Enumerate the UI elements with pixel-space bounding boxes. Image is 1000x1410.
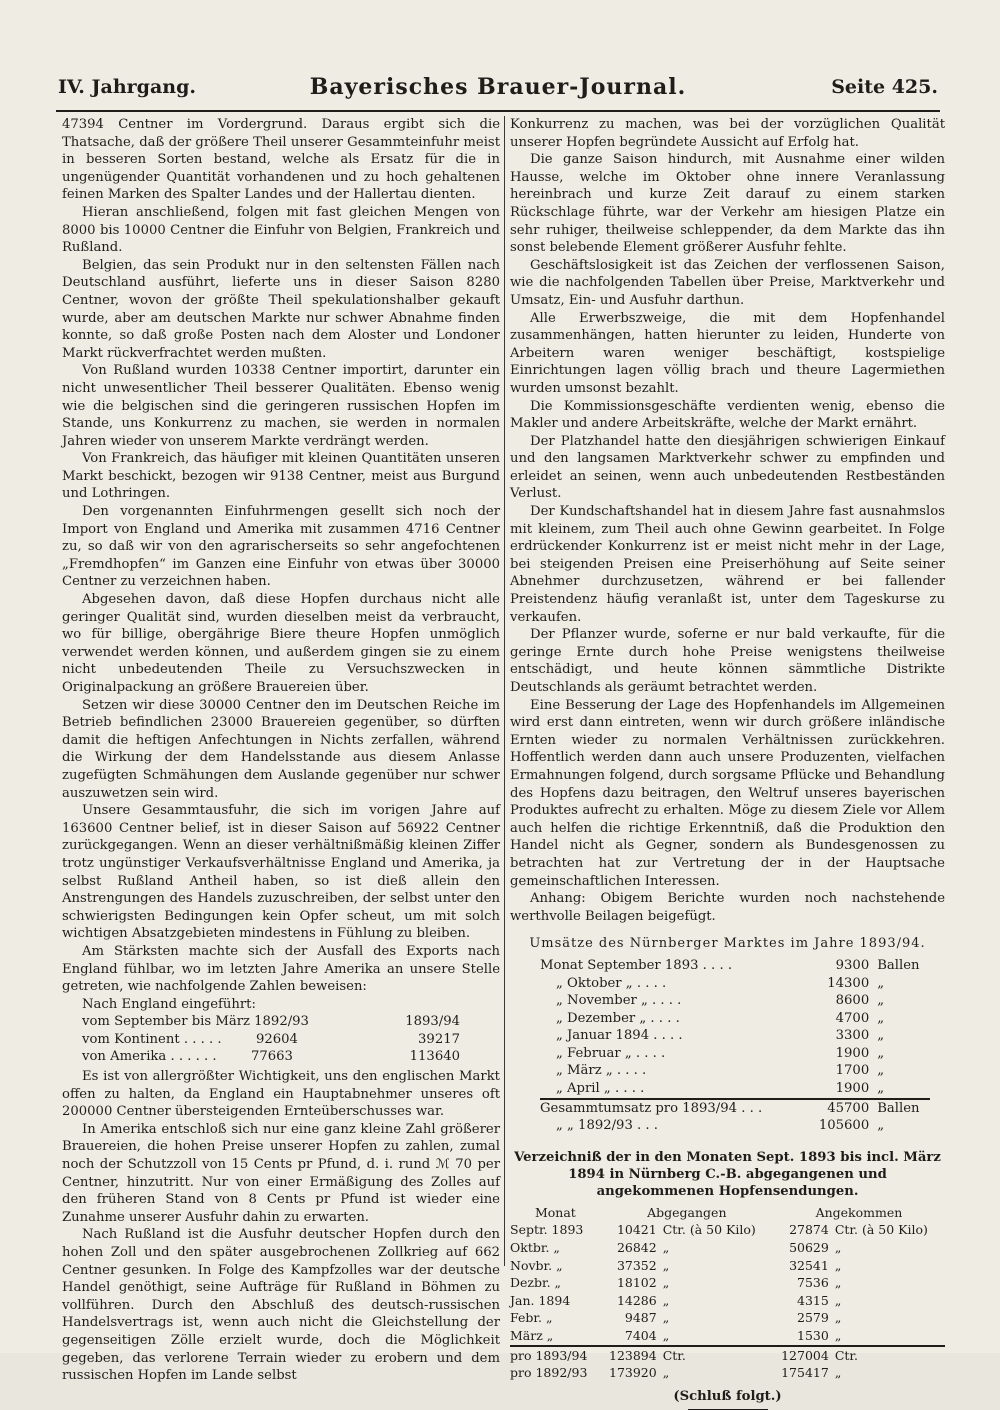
table-row xyxy=(510,1292,945,1310)
paragraph: Am Stärksten machte sich der Ausfall des Exports nach England fühlbar, wo im letzten Jahre Amerika an unsere Stelle getreten, wie nachfolgende Zahlen beweisen: xyxy=(62,943,500,995)
row-value: 92604 xyxy=(255,1031,298,1047)
row-out: 37352 xyxy=(616,1257,657,1273)
row-in-unit: Ctr. (à 50 Kilo) xyxy=(834,1222,928,1238)
row-label: Monat September 1893 . . . . xyxy=(540,957,733,973)
paragraph: Belgien, das sein Produkt nur in den seltensten Fällen nach Deutschland ausführt, lieferte uns in dieser Saison 8280 Centner, wovon der größte Theil spekulationshalber gekauft wurde, aber am deutschen Markte nur schwer Abnahme finden konnte, so daß große Posten nach dem Aloster und Londoner Markt rückverfrachtet werden mußten. xyxy=(62,257,500,361)
row-in-unit: Ctr. xyxy=(829,1346,945,1365)
table-header: 1893/94 xyxy=(405,1014,460,1030)
table-row xyxy=(540,1027,930,1045)
row-in-unit: „ xyxy=(834,1240,842,1256)
table-total-row xyxy=(510,1364,945,1382)
table-row xyxy=(510,1221,945,1239)
row-label: „ Januar 1894 . . . . xyxy=(556,1028,683,1044)
row-out-unit: „ xyxy=(662,1292,670,1308)
row-unit: „ xyxy=(877,975,885,991)
row-in: 27874 xyxy=(789,1222,829,1238)
table-header-row xyxy=(62,1013,500,1031)
column-divider xyxy=(504,116,505,1266)
paragraph: Der Platzhandel hatte den diesjährigen schwierigen Einkauf und den langsamen Marktverkehr schwer zu empfinden und erleidet an seinen, wenn auch unbedeutenden Restbeständen Verlust. xyxy=(510,433,945,502)
row-out-unit: „ xyxy=(662,1240,670,1256)
table-row xyxy=(62,1031,500,1049)
england-import-table xyxy=(62,1013,500,1066)
paragraph: Der Pflanzer wurde, soferne er nur bald verkaufte, für die geringe Ernte durch hohe Preise wenigstens theilweise entschädigt, und heute können sämmtliche Distrikte Deutschlands als geräumt betrachtet werden. xyxy=(510,627,945,695)
row-out-unit: „ xyxy=(662,1365,670,1381)
row-month: Septr. 1893 xyxy=(510,1222,584,1238)
left-column xyxy=(62,116,500,1385)
table-row xyxy=(540,1010,930,1028)
page-number: Seite 425. xyxy=(831,76,938,98)
row-label: „ Februar „ . . . . xyxy=(556,1045,666,1061)
table-row xyxy=(540,957,930,975)
table-header: vom September bis März 1892/93 xyxy=(82,1014,309,1030)
row-value: 1900 xyxy=(835,1081,870,1097)
row-out-unit: „ xyxy=(662,1275,670,1291)
paragraph: Die ganze Saison hindurch, mit Ausnahme einer wilden Hausse, welche im Oktober ohne innere Veranlassung hereinbrach und kurze Zeit darauf zu einem starken Rückschlage führte, war der Verkehr am hiesigen Platze ein sehr ruhiger, theilweise schleppender, da dem Markte das ihn sonst belebende Element größerer Ausfuhr fehlte. xyxy=(510,152,945,256)
row-out-unit: „ xyxy=(662,1328,670,1343)
row-out-unit: Ctr. xyxy=(657,1346,773,1365)
volume-label: IV. Jahrgang. xyxy=(58,76,196,98)
table-row xyxy=(540,1080,930,1099)
table-row xyxy=(510,1327,945,1346)
row-in-unit: „ xyxy=(834,1310,842,1326)
row-value: 77663 xyxy=(251,1049,293,1065)
row-in: 1530 xyxy=(797,1328,829,1343)
row-out-unit: Ctr. (à 50 Kilo) xyxy=(662,1222,756,1238)
table-row xyxy=(62,1048,500,1066)
table-row xyxy=(540,1045,930,1063)
table-header-row xyxy=(510,1204,945,1222)
row-month: Jan. 1894 xyxy=(510,1292,571,1308)
row-out: 14286 xyxy=(616,1292,657,1308)
table-header: Abgegangen xyxy=(647,1204,727,1220)
table-total-row xyxy=(540,1099,930,1118)
closing-note: (Schluß folgt.) xyxy=(673,1388,782,1404)
paragraph: Geschäftslosigkeit ist das Zeichen der verflossenen Saison, wie die nachfolgenden Tabellen über Preise, Marktverkehr und Umsatz, Ein- und Ausfuhr darthun. xyxy=(510,257,945,308)
row-unit: „ xyxy=(877,1063,885,1079)
sendungen-table xyxy=(510,1204,945,1382)
paragraph: Nach Rußland ist die Ausfuhr deutscher Hopfen durch den hohen Zoll und den später ausgebrochenen Zollkrieg auf 662 Centner gesunken. In Folge des Kampfzolles war der deutsche Handel genöthigt, seine Aufträge für Rußland in Böhmen zu vollführen. Durch den Abschluß des deutsch-russischen Handelsvertrags ist, wenn auch nicht die Gleichstellung der gegenseitigen Zölle erzielt wurde, doch die Möglichkeit gegeben, das verlorene Terrain wieder zu erobern und dem russischen Hopfen im Lande selbst xyxy=(62,1227,500,1384)
row-in-unit: „ xyxy=(834,1275,842,1291)
row-in-unit: „ xyxy=(834,1292,842,1308)
row-label: „ November „ . . . . xyxy=(556,993,682,1009)
header-rule xyxy=(56,110,940,112)
row-unit: „ xyxy=(877,1045,885,1061)
row-value: 45700 xyxy=(808,1099,869,1118)
table-cell xyxy=(62,1031,378,1049)
journal-title: Bayerisches Brauer-Journal. xyxy=(309,74,687,100)
row-in: 50629 xyxy=(789,1240,829,1256)
paragraph: Alle Erwerbszweige, die mit dem Hopfenhandel zusammenhängen, hatten hierunter zu leiden, Hunderte von Arbeitern waren weniger beschäftigt, kostspielige Einrichtungen lagen völlig brach und theure Lagermiethen wurden umsonst bezahlt. xyxy=(510,310,945,396)
sendungen-table-title: Verzeichniß der in den Monaten Sept. 1893 bis incl. März 1894 in Nürnberg C.-B. abgegangenen und angekommenen Hopfensendungen. xyxy=(514,1149,941,1199)
paragraph: Eine Besserung der Lage des Hopfenhandels im Allgemeinen wird erst dann eintreten, wenn wir durch größere inländische Ernten wieder zu normalen Verhältnissen zurückkehren. Hoffentlich werden dann auch unsere Produzenten, vielfachen Ermahnungen folgend, durch sorgsame Pflücke und Behandlung des Hopfens dazu beitragen, den Weltruf unseres bayerischen Produktes aufrecht zu erhalten. Möge zu diesem Ziele vor Allem auch helfen die richtige Erkenntniß, daß die Produktion den Handel nicht als Gegner, sondern als Bundesgenossen zu betrachten hat zur Vertretung der in der Hauptsache gemeinschaftlichen Interessen. xyxy=(510,697,945,889)
row-value: 1900 xyxy=(835,1045,870,1061)
row-value: 3300 xyxy=(835,1028,870,1044)
row-month: Dezbr. „ xyxy=(510,1275,562,1291)
row-out: 173920 xyxy=(609,1365,657,1381)
row-value: 4700 xyxy=(835,1010,870,1026)
row-label: von Amerika . . . . . . xyxy=(82,1049,217,1065)
paragraph: Abgesehen davon, daß diese Hopfen durchaus nicht alle geringer Qualität sind, wurden dieselben meist da verbraucht, wo für billige, obergährige Biere theure Hopfen unmöglich verwendet werden können, und außerdem gingen sie zu einem nicht unbedeutenden Theile zu Versuchszwecken in Originalpackung an größere Brauereien über. xyxy=(62,592,500,695)
row-out: 26842 xyxy=(616,1240,657,1256)
row-in-unit: „ xyxy=(834,1257,842,1273)
row-label: „ Oktober „ . . . . xyxy=(556,975,667,991)
row-label: „ März „ . . . . xyxy=(556,1063,647,1079)
paragraph: Nach England eingeführt: xyxy=(82,996,256,1012)
row-in-unit: „ xyxy=(834,1365,842,1381)
row-label: Gesammtumsatz pro 1893/94 . . . xyxy=(540,1099,808,1118)
row-month: pro 1893/94 xyxy=(510,1346,601,1365)
paragraph: Den vorgenannten Einfuhrmengen gesellt sich noch der Import von England und Amerika mit zusammen 4716 Centner zu, so daß wir von den agrarischerseits so sehr angefochtenen „Fremdhopfen“ im Ganzen eine Einfuhr von etwas über 30000 Centner zu verzeichnen haben. xyxy=(62,504,500,590)
row-in: 4315 xyxy=(797,1292,829,1308)
table-total-row xyxy=(540,1117,930,1135)
row-unit: „ xyxy=(877,993,885,1009)
row-value: 105600 xyxy=(818,1118,870,1134)
row-value: 1700 xyxy=(835,1063,870,1079)
row-unit: Ballen xyxy=(869,1099,930,1118)
table-row xyxy=(540,992,930,1010)
paragraph: Setzen wir diese 30000 Centner den im Deutschen Reiche im Betrieb befindlichen 23000 Brauereien gegenüber, so dürften damit die heftigen Anfechtungen in Nichts zerfallen, während die Wirkung der dem Handelsstande aus diesem Anlasse zugefügten Schmähungen dem Auslande gegenüber nur schwer auszuwetzen sein wird. xyxy=(62,697,500,801)
row-unit: „ xyxy=(877,1118,885,1134)
row-out: 7404 xyxy=(624,1328,657,1343)
row-out-unit: „ xyxy=(662,1310,670,1326)
row-label: „ „ 1892/93 . . . xyxy=(556,1118,658,1134)
row-in: 175417 xyxy=(781,1365,829,1381)
row-unit: „ xyxy=(877,1081,885,1097)
row-label: „ Dezember „ . . . . xyxy=(556,1010,680,1026)
page-header xyxy=(58,76,938,106)
row-in: 127004 xyxy=(773,1346,829,1365)
row-label: vom Kontinent . . . . . xyxy=(82,1031,222,1047)
row-out-unit: „ xyxy=(662,1257,670,1273)
row-unit: „ xyxy=(877,1028,885,1044)
row-value: 14300 xyxy=(827,975,870,991)
paragraph: In Amerika entschloß sich nur eine ganz kleine Zahl größerer Brauereien, die hohen Preise unserer Hopfen zu zahlen, zumal noch der Schutzzoll von 15 Cents pr Pfund, d. i. rund ℳ 70 per Centner, hinzutritt. Nur von einer Ermäßigung des Zolles auf den früheren Stand von 8 Cents pr Pfund ist wieder eine Zunahme unserer Ausfuhr dahin zu erwarten. xyxy=(62,1121,500,1225)
row-label: „ April „ . . . . xyxy=(556,1081,645,1097)
row-unit: „ xyxy=(877,1010,885,1026)
table-cell xyxy=(62,1048,378,1066)
paragraph: 47394 Centner im Vordergrund. Daraus ergibt sich die Thatsache, daß der größere Theil unserer Gesammteinfuhr meist in besseren Sorten bestand, welche als Ersatz für die in ungenügender Quantität vorhandenen und zu hoch gehaltenen feinen Marken des Spalter Landes und der Hallertau dienten. xyxy=(62,117,500,203)
paragraph: Unsere Gesammtausfuhr, die sich im vorigen Jahre auf 163600 Centner belief, ist in dieser Saison auf 56922 Centner zurückgegangen. Wenn an dieser verhältnißmäßig kleinen Ziffer trotz ungünstiger Verkaufsverhältnisse England und Amerika, ja selbst Rußland Antheil haben, so ist dieß allein den Anstrengungen des Handels zuzuschreiben, der selbst unter den schwierigsten Bedingungen kein Opfer scheut, um mit solch wichtigen Absatzgebieten mindestens in Fühlung zu bleiben. xyxy=(62,803,500,942)
paragraph: Konkurrenz zu machen, was bei der vorzüglichen Qualität unserer Hopfen begründete Aussicht auf Erfolg hat. xyxy=(510,117,945,150)
table-row xyxy=(540,1062,930,1080)
row-in: 7536 xyxy=(797,1275,829,1291)
row-out: 9487 xyxy=(624,1310,657,1326)
paragraph: Die Kommissionsgeschäfte verdienten wenig, ebenso die Makler und andere Arbeitskräfte, welche der Markt ernährt. xyxy=(510,398,945,432)
row-month: Novbr. „ xyxy=(510,1257,563,1273)
row-month: Oktbr. „ xyxy=(510,1240,560,1256)
right-column xyxy=(510,116,945,1410)
row-month: März „ xyxy=(510,1328,554,1343)
table-total-row xyxy=(510,1346,945,1365)
table-header: Angekommen xyxy=(815,1204,903,1220)
row-unit: Ballen xyxy=(877,957,920,973)
table-header: Monat xyxy=(534,1204,576,1220)
paragraph: Es ist von allergrößter Wichtigkeit, uns den englischen Markt offen zu halten, da England ein Hauptabnehmer unseres oft 200000 Centner übersteigenden Ernteüberschusses war. xyxy=(62,1069,500,1120)
paragraph: Hieran anschließend, folgen mit fast gleichen Mengen von 8000 bis 10000 Centner die Einfuhr von Belgien, Frankreich und Rußland. xyxy=(62,204,500,256)
umsatz-table xyxy=(540,957,930,1135)
row-out: 18102 xyxy=(616,1275,657,1291)
row-value: 8600 xyxy=(835,993,870,1009)
row-value: 39217 xyxy=(418,1031,460,1047)
paragraph: Von Rußland wurden 10338 Centner importirt, darunter ein nicht unwesentlicher Theil besserer Qualitäten. Ebenso wenig wie die belgischen sind die geringeren russischen Hopfen im Stande, uns Konkurrenz zu machen, sie werden in normalen Jahren wieder von unserem Markte verdrängt werden. xyxy=(62,363,500,449)
row-month: Febr. „ xyxy=(510,1310,553,1326)
row-value: 113640 xyxy=(409,1049,460,1065)
umsatz-table-title: Umsätze des Nürnberger Marktes im Jahre 1893/94. xyxy=(529,936,926,952)
row-out: 10421 xyxy=(616,1222,657,1238)
row-in: 2579 xyxy=(797,1310,829,1326)
table-row xyxy=(510,1257,945,1275)
paragraph: Anhang: Obigem Berichte wurden noch nachstehende werthvolle Beilagen beigefügt. xyxy=(510,891,945,924)
row-month: pro 1892/93 xyxy=(510,1365,588,1381)
table-row xyxy=(510,1239,945,1257)
table-row xyxy=(510,1309,945,1327)
table-row xyxy=(510,1274,945,1292)
row-in-unit: „ xyxy=(834,1328,842,1343)
row-value: 9300 xyxy=(835,957,870,973)
row-in: 32541 xyxy=(789,1257,829,1273)
paragraph: Der Kundschaftshandel hat in diesem Jahre fast ausnahmslos mit kleinem, zum Theil auch ohne Gewinn gearbeitet. In Folge erdrückender Konkurrenz ist er meist nicht mehr in der Lage, bei steigenden Preisen eine Preiserhöhung auf Seite seiner Abnehmer durchzusetzen, während er bei fallender Preistendenz häufig veranlaßt ist, unter dem Tageskurse zu verkaufen. xyxy=(510,504,945,625)
table-row xyxy=(540,975,930,993)
row-out: 123894 xyxy=(601,1346,657,1365)
paragraph: Von Frankreich, das häufiger mit kleinen Quantitäten unseren Markt beschickt, bezogen wir 9138 Centner, meist aus Burgund und Lothringen. xyxy=(62,451,500,502)
